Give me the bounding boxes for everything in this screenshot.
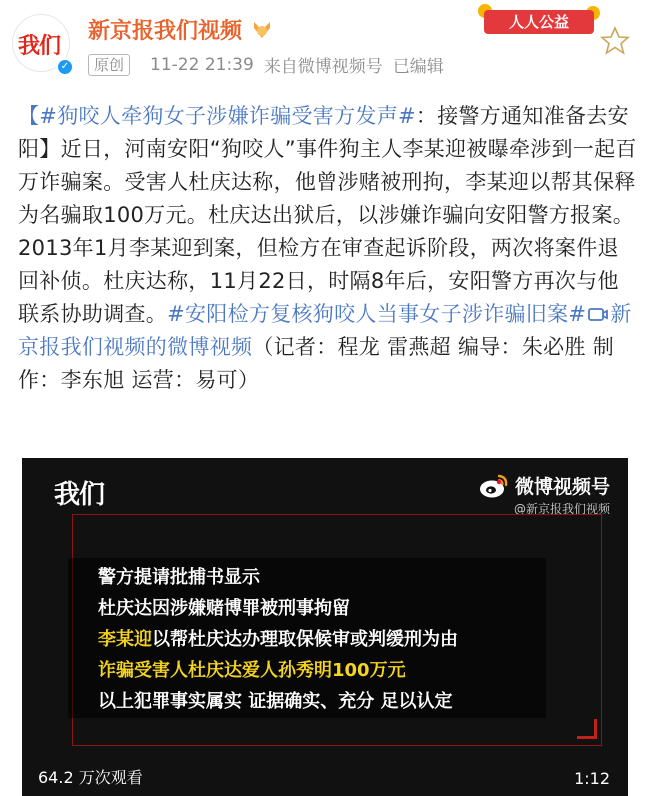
public-welfare-label: 人人公益 <box>484 10 594 34</box>
edited-label: 已编辑 <box>392 57 444 77</box>
weibo-video-title: 微博视频号 <box>514 476 610 498</box>
topic-link-2[interactable]: #安阳检方复核狗咬人当事女子涉诈骗旧案# <box>167 302 587 326</box>
post-body: ：接警方通知准备去安阳】近日，河南安阳“狗咬人”事件狗主人李某迎被曝牵涉到一起百万诈骗案。受害人杜庆达称，他曾涉赌被刑拘，李某迎以帮其保释为名骗取100万元。杜庆达出狱后，以涉嫌诈骗向安阳警方报案。2013年1月李某迎到案，但检方在审查起诉阶段，两次将案件退回补侦。杜庆达称，11月22日，时隔8年后，安阳警方再次与他联系协助调查。 <box>18 104 637 326</box>
credits: （记者：程龙 雷燕超 编导：朱必胜 制作：李东旭 运营：易可） <box>18 335 615 392</box>
video-link-icon <box>588 307 608 323</box>
caption-text: 以帮杜庆达办理取保候审或判缓刑为由 <box>152 629 458 650</box>
verified-icon: ✓ <box>56 58 74 76</box>
video-handle: @新京报我们视频 <box>513 502 610 516</box>
source-link[interactable]: 来自微博视频号 <box>263 57 383 77</box>
caption-line-5: 以上犯罪事实属实 证据确实、充分 足以认定 <box>98 691 453 712</box>
original-tag: 原创 <box>88 54 130 76</box>
avatar-logo: 我们 <box>18 34 61 59</box>
video-logo: 我们 <box>54 480 105 510</box>
video-player[interactable] <box>22 458 628 796</box>
weibo-icon <box>479 473 509 499</box>
timestamp: 11-22 21:39 <box>150 54 254 75</box>
caption-line-2: 杜庆达因涉嫌赌博罪被刑事拘留 <box>98 598 350 619</box>
video-captions <box>98 562 458 717</box>
caption-line-4: 诈骗受害人杜庆达爱人孙秀明100万元 <box>98 660 406 681</box>
caption-line-3 <box>98 624 458 655</box>
post-text <box>18 100 638 397</box>
medal-icon <box>250 19 274 41</box>
public-welfare-badge[interactable] <box>478 4 610 38</box>
frame-corner <box>577 719 597 739</box>
video-link-label: 新京报我们视频的微博视频 <box>18 302 632 359</box>
post-meta <box>88 52 444 77</box>
topic-link[interactable]: 【#狗咬人牵狗女子涉嫌诈骗受害方发声# <box>18 104 416 128</box>
weibo-video-brand <box>479 472 610 499</box>
star-icon[interactable] <box>600 26 630 56</box>
view-count: 64.2 万次观看 <box>38 768 143 787</box>
post-header <box>0 0 650 92</box>
username[interactable]: 新京报我们视频 <box>88 19 243 44</box>
video-duration: 1:12 <box>574 769 610 788</box>
caption-line-1: 警方提请批捕书显示 <box>98 567 260 588</box>
username-row <box>88 14 274 45</box>
caption-highlight: 李某迎 <box>98 629 152 650</box>
